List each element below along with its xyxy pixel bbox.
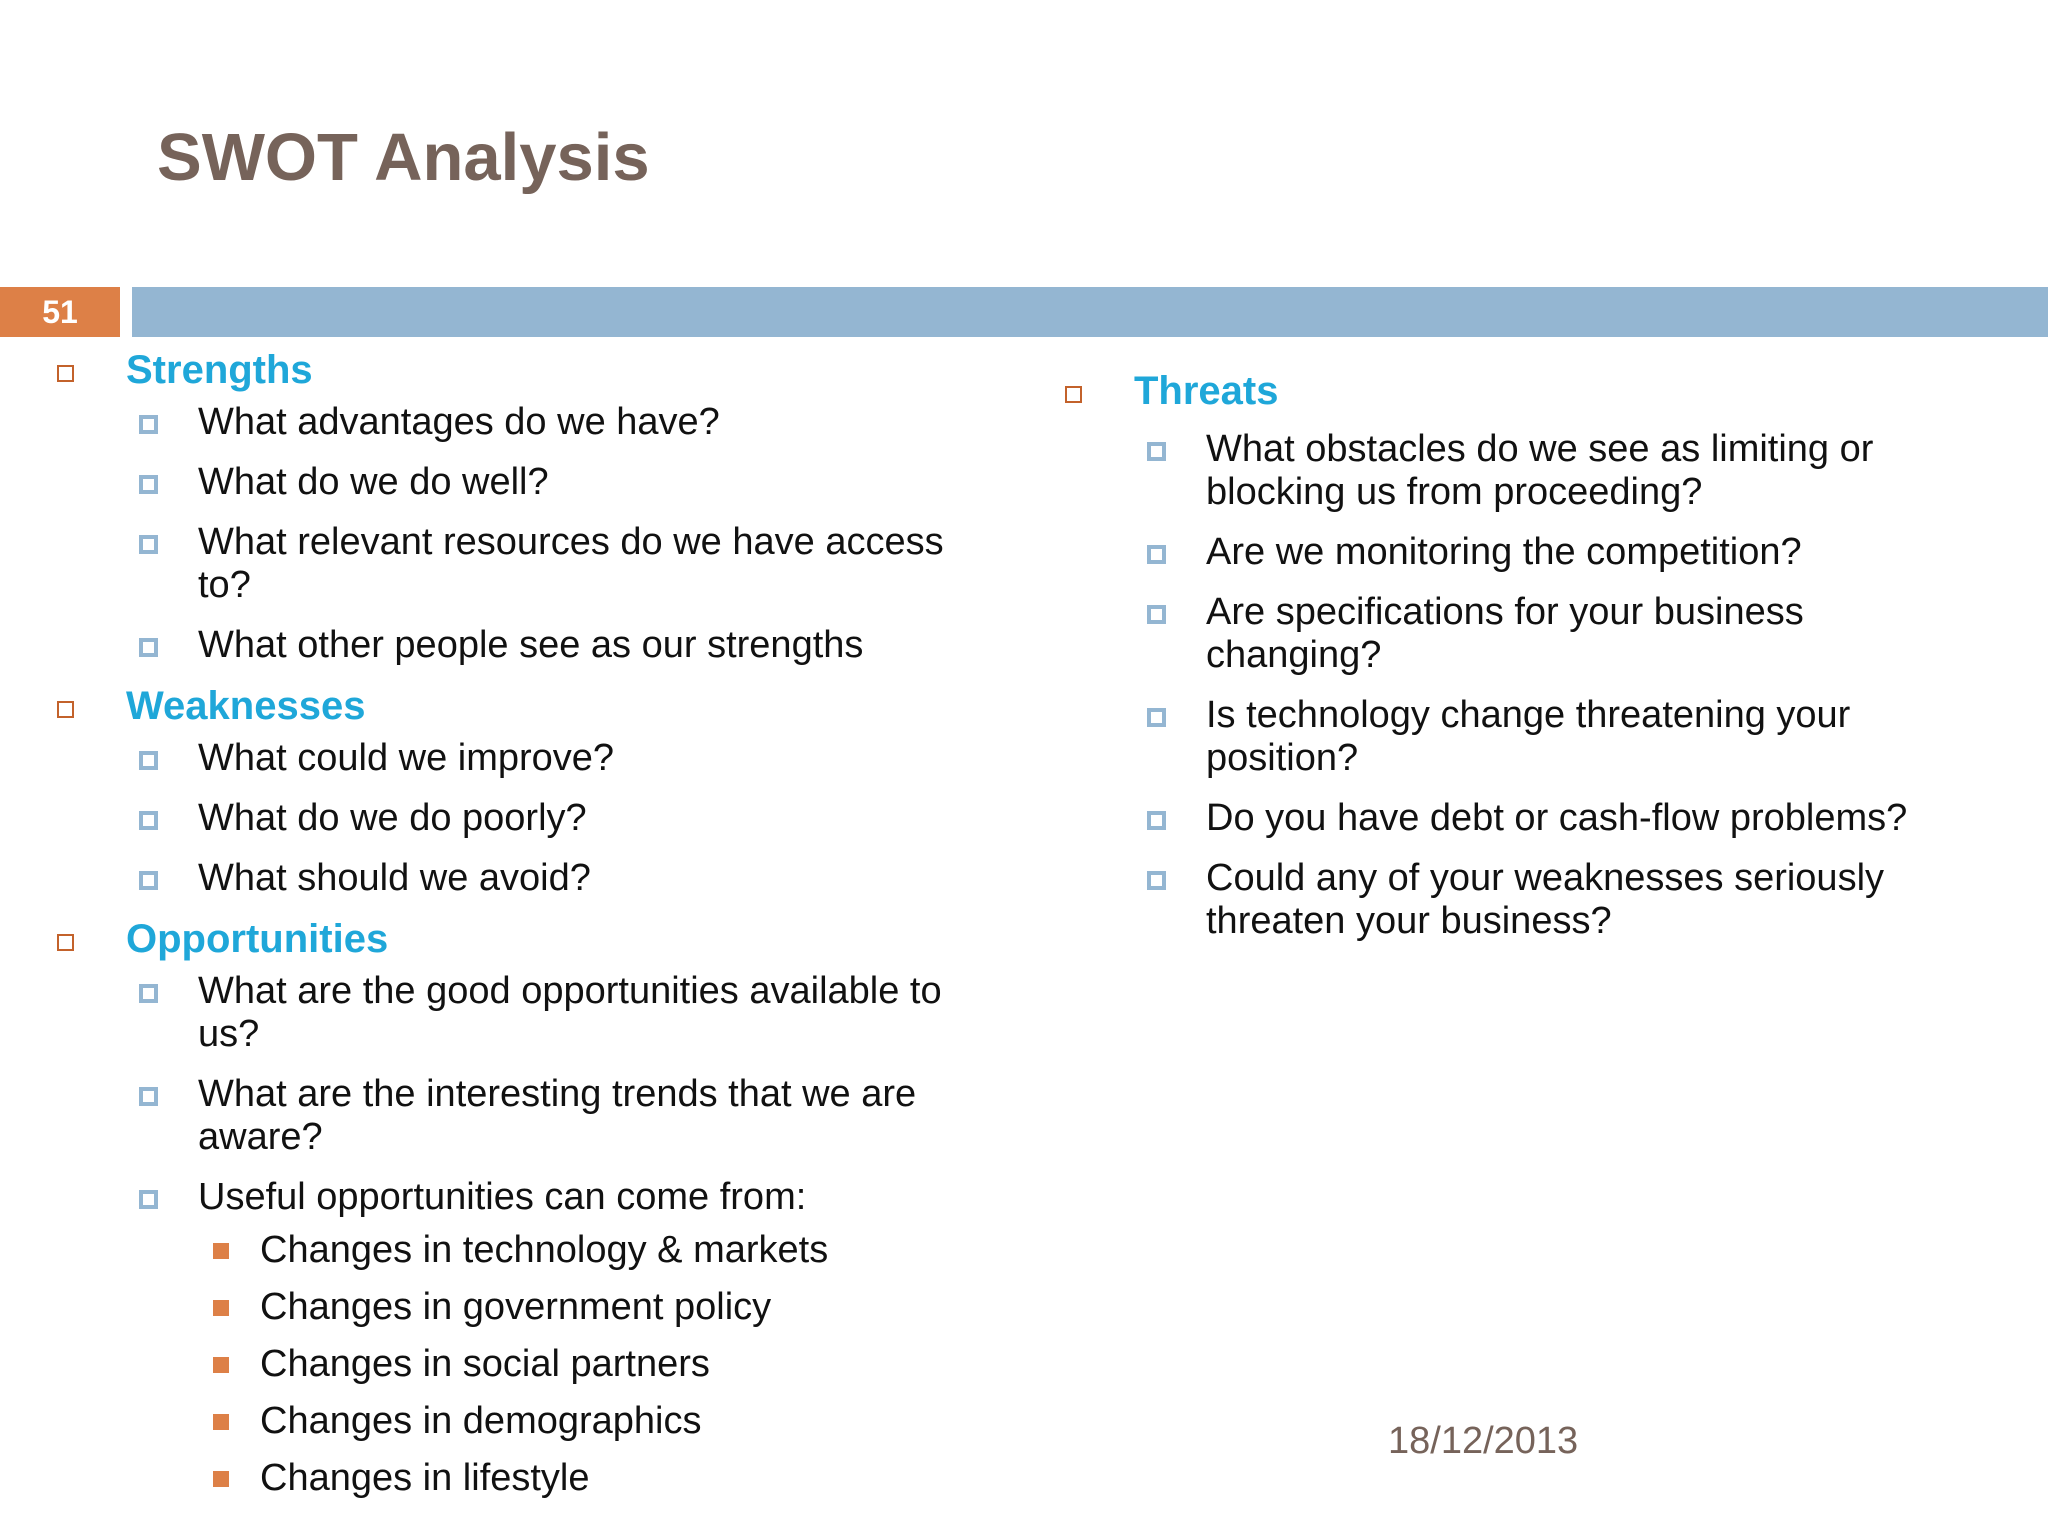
opportunity-sources-list <box>0 1229 1000 1500</box>
list-item: Could any of your weaknesses seriously threaten your business? <box>1006 857 1966 943</box>
square-bullet-icon <box>139 811 158 830</box>
list-item: Is technology change threatening your position? <box>1006 694 1966 780</box>
list-item: Changes in technology & markets <box>0 1229 1000 1272</box>
square-bullet-icon <box>139 638 158 657</box>
list-item: Changes in government policy <box>0 1286 1000 1329</box>
square-bullet-icon <box>139 984 158 1003</box>
right-column <box>1006 366 2006 943</box>
list-item: What do we do poorly? <box>0 797 988 840</box>
header-accent-bar <box>132 287 2048 337</box>
list-item: What advantages do we have? <box>0 401 988 444</box>
square-bullet-icon <box>139 871 158 890</box>
filled-square-bullet-icon <box>213 1300 229 1316</box>
section-heading-strengths: Strengths <box>126 348 313 392</box>
slide-number-badge: 51 <box>0 287 120 337</box>
list-item: Changes in demographics <box>0 1400 1000 1443</box>
list-item: What should we avoid? <box>0 857 988 900</box>
section-heading-opportunities: Opportunities <box>126 917 389 961</box>
section-threats <box>1006 366 2006 943</box>
opportunities-list <box>0 970 1000 1219</box>
section-strengths <box>0 345 1000 667</box>
list-item: Are specifications for your business changing? <box>1006 591 1966 677</box>
list-item: Do you have debt or cash-flow problems? <box>1006 797 1966 840</box>
outline-square-bullet-icon <box>57 701 74 718</box>
strengths-list <box>0 401 1000 667</box>
filled-square-bullet-icon <box>213 1414 229 1430</box>
outline-square-bullet-icon <box>1065 386 1082 403</box>
list-item: Are we monitoring the competition? <box>1006 531 1966 574</box>
square-bullet-icon <box>139 475 158 494</box>
square-bullet-icon <box>1147 708 1166 727</box>
outline-square-bullet-icon <box>57 365 74 382</box>
filled-square-bullet-icon <box>213 1357 229 1373</box>
filled-square-bullet-icon <box>213 1243 229 1259</box>
square-bullet-icon <box>139 535 158 554</box>
weaknesses-list <box>0 737 1000 900</box>
square-bullet-icon <box>139 751 158 770</box>
list-item: Changes in social partners <box>0 1343 1000 1386</box>
square-bullet-icon <box>139 1190 158 1209</box>
section-heading-threats: Threats <box>1134 369 1279 413</box>
list-item: Changes in lifestyle <box>0 1457 1000 1500</box>
left-column <box>0 345 1000 1500</box>
list-item: What could we improve? <box>0 737 988 780</box>
slide-title: SWOT Analysis <box>157 120 650 195</box>
filled-square-bullet-icon <box>213 1471 229 1487</box>
square-bullet-icon <box>1147 545 1166 564</box>
section-heading-weaknesses: Weaknesses <box>126 684 366 728</box>
square-bullet-icon <box>139 415 158 434</box>
section-opportunities <box>0 914 1000 1500</box>
list-item: What other people see as our strengths <box>0 624 988 667</box>
section-weaknesses <box>0 681 1000 900</box>
square-bullet-icon <box>1147 605 1166 624</box>
square-bullet-icon <box>1147 811 1166 830</box>
list-item: Useful opportunities can come from: <box>0 1176 988 1219</box>
outline-square-bullet-icon <box>57 934 74 951</box>
threats-list <box>1006 428 2006 943</box>
list-item: What do we do well? <box>0 461 988 504</box>
slide-date: 18/12/2013 <box>1388 1420 1579 1462</box>
square-bullet-icon <box>139 1087 158 1106</box>
list-item: What obstacles do we see as limiting or blocking us from proceeding? <box>1006 428 1966 514</box>
square-bullet-icon <box>1147 442 1166 461</box>
list-item: What relevant resources do we have access to? <box>0 521 988 607</box>
square-bullet-icon <box>1147 871 1166 890</box>
list-item: What are the interesting trends that we are aware? <box>0 1073 988 1159</box>
list-item: What are the good opportunities available to us? <box>0 970 988 1056</box>
